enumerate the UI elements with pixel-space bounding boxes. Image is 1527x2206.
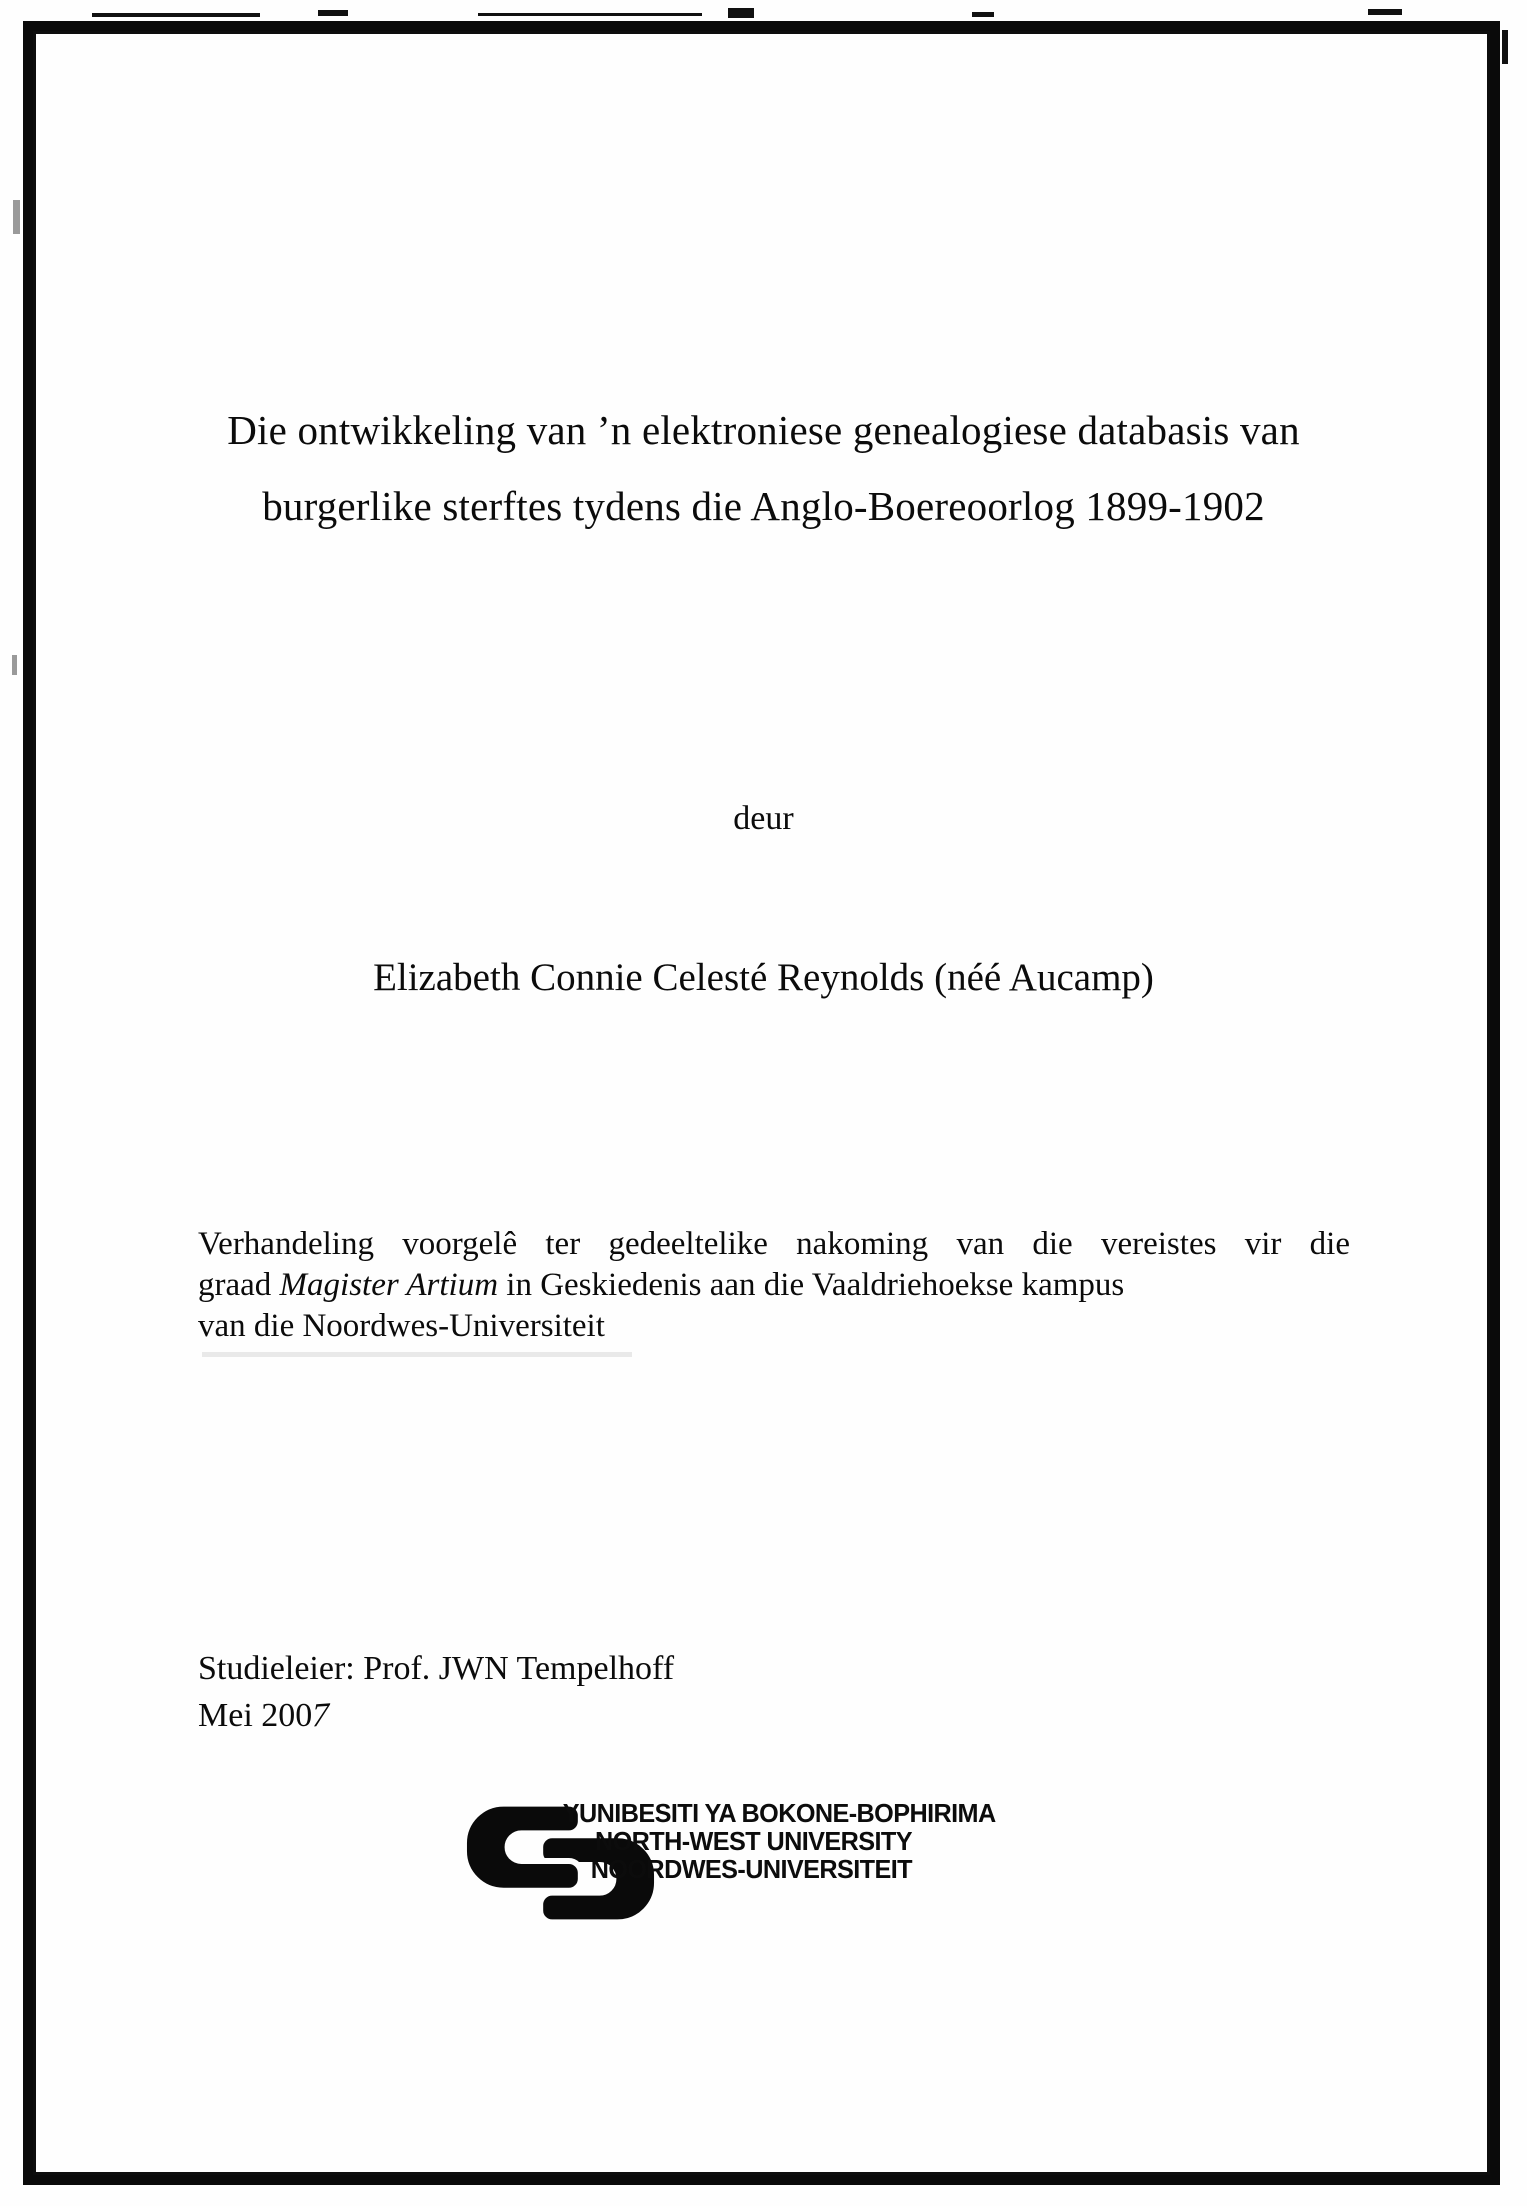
scan-speck — [13, 200, 20, 234]
scan-speck — [1502, 30, 1508, 64]
degree-name-italic: Magister Artium — [279, 1267, 499, 1303]
date-line — [198, 1692, 674, 1739]
scan-speck — [12, 655, 17, 675]
supervisor-block — [198, 1645, 674, 1739]
date-last-digit: 7 — [308, 1696, 333, 1735]
scan-speck — [728, 8, 754, 18]
declaration-line2-suffix: in Geskiedenis aan die Vaaldriehoekse kampus — [498, 1267, 1125, 1303]
declaration-line2 — [198, 1265, 1350, 1306]
thesis-title — [60, 392, 1467, 544]
scan-speck — [318, 10, 348, 16]
logo-line-english: NORTH-WEST UNIVERSITY — [594, 1826, 912, 1856]
scan-speck — [92, 13, 260, 17]
university-logo-wordmark — [562, 1798, 996, 1884]
logo-line-afrikaans: NOORDWES-UNIVERSITEIT — [590, 1854, 912, 1884]
declaration-line1: Verhandeling voorgelê ter gedeeltelike nakoming van die vereistes vir die — [198, 1226, 1350, 1262]
date-prefix: Mei 200 — [198, 1697, 313, 1734]
supervisor-line: Studieleier: Prof. JWN Tempelhoff — [198, 1650, 675, 1687]
thesis-title-line1: Die ontwikkeling van ’n elektroniese genealogiese databasis van — [227, 407, 1300, 453]
logo-line-setswana: YUNIBESITI YA BOKONE-BOPHIRIMA — [562, 1798, 996, 1828]
author-name: Elizabeth Connie Celesté Reynolds (néé Aucamp) — [373, 956, 1154, 999]
byline-label: deur — [733, 800, 794, 837]
scan-speck — [1368, 9, 1402, 15]
declaration-line3: van die Noordwes-Universiteit — [198, 1308, 605, 1344]
thesis-title-line2: burgerlike sterftes tydens die Anglo-Boereoorlog 1899-1902 — [262, 483, 1265, 529]
declaration-line2-prefix: graad — [198, 1267, 280, 1303]
scan-speck — [972, 12, 994, 17]
scan-speck — [478, 13, 702, 16]
declaration-paragraph — [198, 1224, 1350, 1347]
